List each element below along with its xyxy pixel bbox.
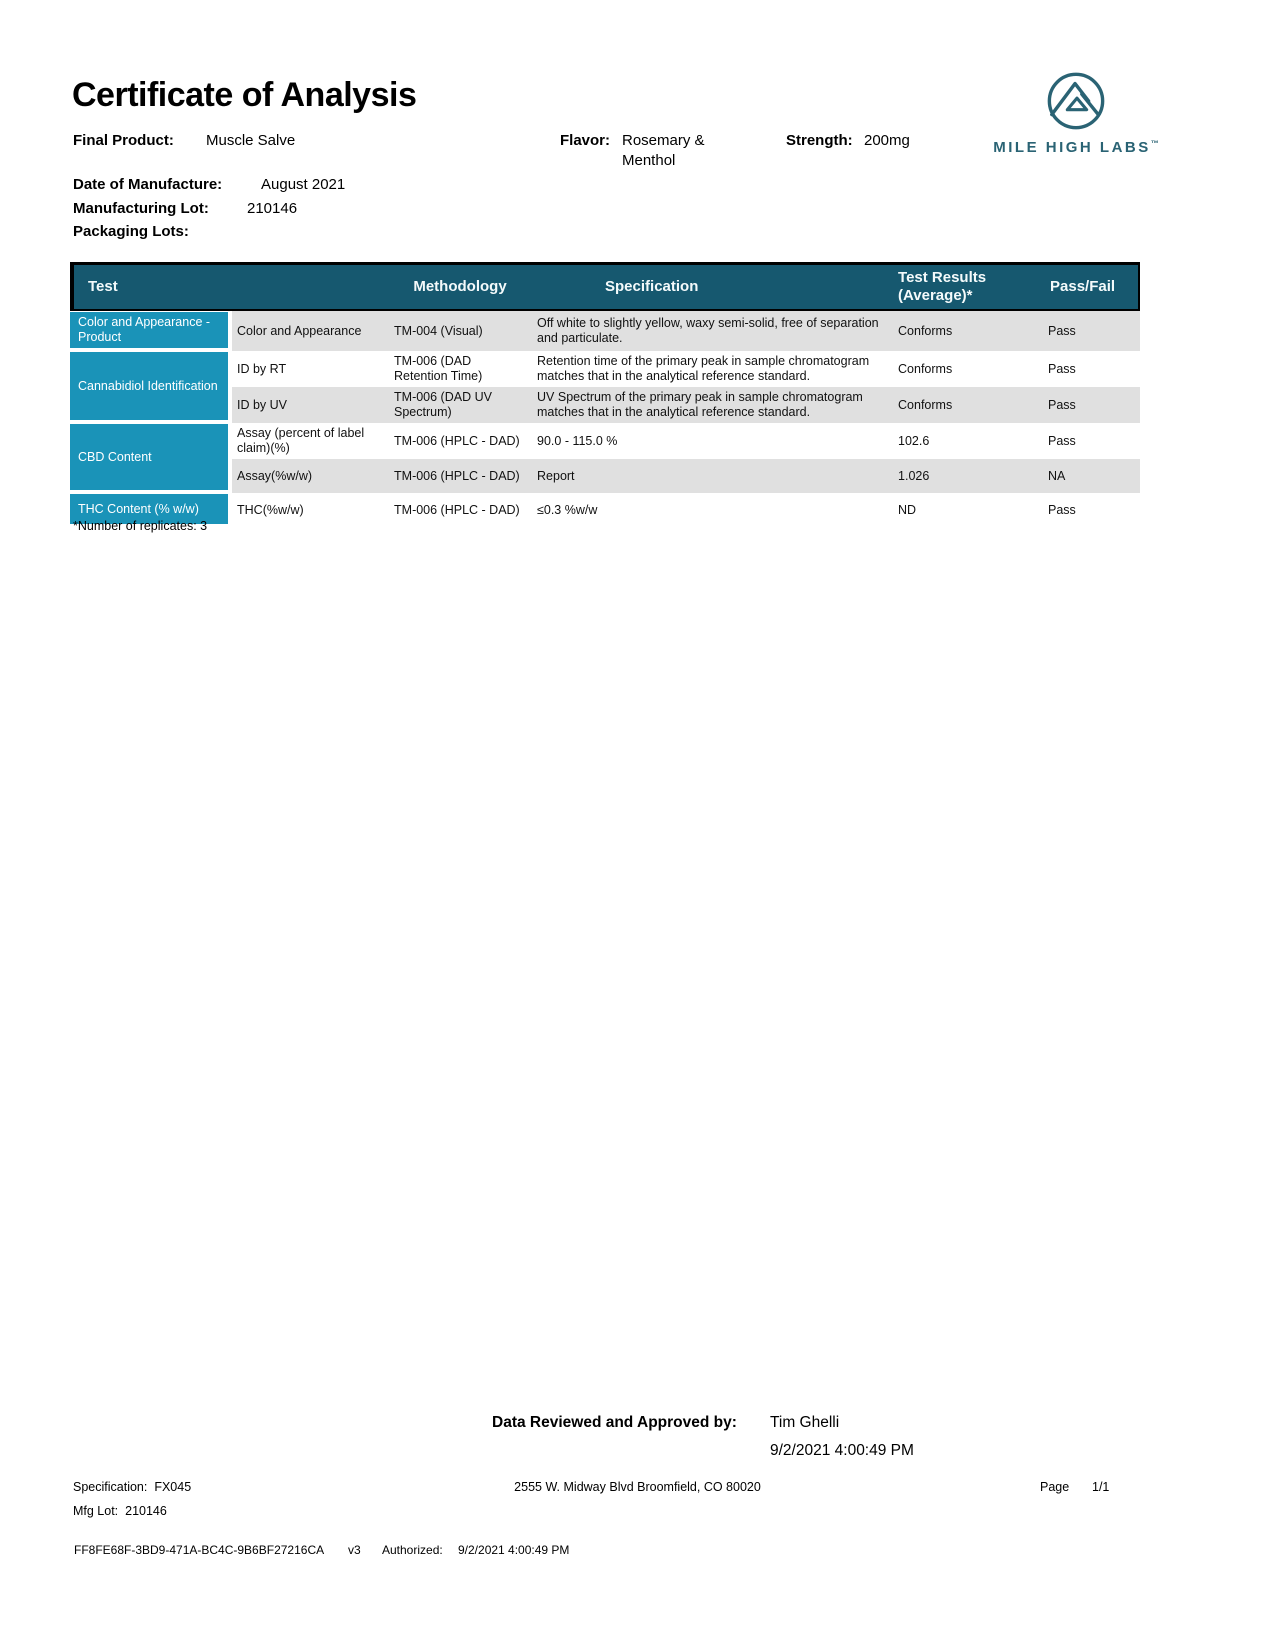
test-group-cell: Color and Appearance - Product <box>70 311 232 351</box>
footer-mfg-lot-value: 210146 <box>125 1504 167 1518</box>
flavor-value: Rosemary & Menthol <box>622 132 705 169</box>
footer-mfg-lot <box>73 1503 167 1519</box>
final-product-label: Final Product: <box>73 132 174 149</box>
results-table <box>70 262 1140 527</box>
cell-result: Conforms <box>890 351 1040 387</box>
test-group-cell: CBD Content <box>70 423 232 493</box>
table-row <box>70 423 1140 459</box>
col-header-test-results: Test Results (Average)* <box>890 262 1040 311</box>
footer-page-label: Page <box>1040 1480 1070 1494</box>
date-of-manufacture-label: Date of Manufacture: <box>73 176 223 193</box>
cell-test: THC(%w/w) <box>232 493 390 527</box>
cell-test: ID by UV <box>232 387 390 423</box>
document-id: FF8FE68F-3BD9-471A-BC4C-9B6BF27216CA <box>74 1543 325 1557</box>
col-header-specification: Specification <box>530 262 890 311</box>
col-header-methodology: Methodology <box>390 262 530 311</box>
document-version: v3 <box>348 1543 361 1557</box>
footer-specification <box>73 1479 191 1495</box>
replicates-footnote: *Number of replicates: 3 <box>73 519 208 533</box>
approval-datetime: 9/2/2021 4:00:49 PM <box>770 1442 914 1459</box>
table-header-row <box>70 262 1140 311</box>
cell-result: ND <box>890 493 1040 527</box>
cell-test: ID by RT <box>232 351 390 387</box>
footer-page-value: 1/1 <box>1092 1480 1110 1494</box>
cell-result: Conforms <box>890 311 1040 351</box>
company-logo <box>986 70 1166 156</box>
cell-specification: Retention time of the primary peak in sample chromatogram matches that in the analytical reference standard. <box>530 351 890 387</box>
col-header-test: Test <box>70 262 390 311</box>
manufacturing-lot-value: 210146 <box>247 200 298 217</box>
strength-label: Strength: <box>786 132 853 149</box>
test-group-cell: Cannabidiol Identification <box>70 351 232 423</box>
footer-address: 2555 W. Midway Blvd Broomfield, CO 80020 <box>514 1480 761 1494</box>
cell-pass-fail: Pass <box>1040 311 1140 351</box>
cell-pass-fail: Pass <box>1040 423 1140 459</box>
flavor-label: Flavor: <box>560 132 611 149</box>
page-title: Certificate of Analysis <box>72 76 417 114</box>
cell-methodology: TM-006 (HPLC - DAD) <box>390 493 530 527</box>
footer-mfg-lot-label: Mfg Lot: <box>73 1504 119 1518</box>
cell-result: 1.026 <box>890 459 1040 493</box>
approved-by-label: Data Reviewed and Approved by: <box>492 1414 737 1431</box>
cell-result: 102.6 <box>890 423 1040 459</box>
table-row <box>70 311 1140 351</box>
cell-specification: 90.0 - 115.0 % <box>530 423 890 459</box>
table-row <box>70 351 1140 387</box>
authorized-label: Authorized: <box>382 1543 443 1557</box>
test-group-cell: THC Content (% w/w) <box>70 493 232 527</box>
cell-methodology: TM-006 (DAD Retention Time) <box>390 351 530 387</box>
cell-test: Assay(%w/w) <box>232 459 390 493</box>
cell-specification: Report <box>530 459 890 493</box>
brand-name: MILE HIGH LABS™ <box>993 139 1159 156</box>
manufacturing-lot-label: Manufacturing Lot: <box>73 200 209 217</box>
cell-pass-fail: Pass <box>1040 351 1140 387</box>
cell-specification: UV Spectrum of the primary peak in sample chromatogram matches that in the analytical reference standard. <box>530 387 890 423</box>
cell-methodology: TM-006 (DAD UV Spectrum) <box>390 387 530 423</box>
packaging-lots-label: Packaging Lots: <box>73 223 189 240</box>
cell-specification: ≤0.3 %w/w <box>530 493 890 527</box>
cell-test: Assay (percent of label claim)(%) <box>232 423 390 459</box>
cell-methodology: TM-006 (HPLC - DAD) <box>390 423 530 459</box>
final-product-value: Muscle Salve <box>206 132 296 149</box>
cell-result: Conforms <box>890 387 1040 423</box>
trademark-symbol: ™ <box>1150 139 1159 148</box>
cell-pass-fail: Pass <box>1040 387 1140 423</box>
table-row <box>70 493 1140 527</box>
approver-name: Tim Ghelli <box>770 1414 840 1431</box>
footer-specification-label: Specification: <box>73 1480 148 1494</box>
cell-methodology: TM-004 (Visual) <box>390 311 530 351</box>
mountain-circle-icon <box>986 70 1166 132</box>
cell-methodology: TM-006 (HPLC - DAD) <box>390 459 530 493</box>
cell-specification: Off white to slightly yellow, waxy semi-solid, free of separation and particulate. <box>530 311 890 351</box>
cell-pass-fail: Pass <box>1040 493 1140 527</box>
col-header-pass-fail: Pass/Fail <box>1040 262 1140 311</box>
date-of-manufacture-value: August 2021 <box>261 176 346 193</box>
authorized-datetime: 9/2/2021 4:00:49 PM <box>458 1543 570 1557</box>
cell-test: Color and Appearance <box>232 311 390 351</box>
footer-specification-value: FX045 <box>154 1480 192 1494</box>
cell-pass-fail: NA <box>1040 459 1140 493</box>
strength-value: 200mg <box>864 132 910 149</box>
